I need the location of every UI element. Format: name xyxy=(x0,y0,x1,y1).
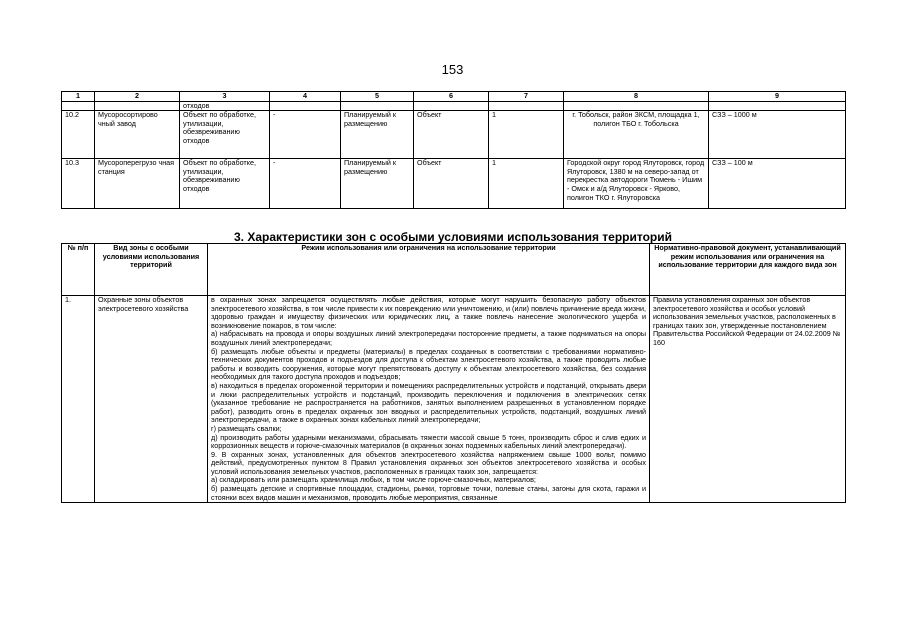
zone-type: Охранные зоны объектов электросетевого хозяйства xyxy=(95,296,208,503)
regime-paragraph: б) размещать детские и спортивные площадки, стадионы, рынки, торговые точки, полевые станы, загоны для скота, гаражи и стоянки всех видов машин и механизмов, проводить любые мероприятия, связанные xyxy=(211,484,646,502)
table-row xyxy=(62,111,846,159)
page-number: 153 xyxy=(441,62,464,77)
col-header: 5 xyxy=(341,92,414,102)
row-number: 10.3 xyxy=(62,159,95,209)
col-header-regime: Режим использования или ограничения на использование территории xyxy=(208,244,650,296)
object-type: Объект xyxy=(414,111,489,159)
table-row xyxy=(62,159,846,209)
col-header: 6 xyxy=(414,92,489,102)
object-location: Городской округ город Ялуторовск, город Ялуторовск, 1380 м на северо-запад от перекрестка автодороги Тюмень - Ишим - Омск и а/д Ялуторовск - Ярково, полигон ТКО г. Ялуторовска xyxy=(564,159,709,209)
col-header-num: № п/п xyxy=(62,244,95,296)
object-type: Объект xyxy=(414,159,489,209)
continuation-cell: отходов xyxy=(180,101,270,111)
object-purpose: Объект по обработке, утилизации, обезвреживанию отходов xyxy=(180,111,270,159)
regime-paragraph: 9. В охранных зонах, установленных для объектов электросетевого хозяйства напряжением свыше 1000 вольт, помимо действий, предусмотренных пунктом 8 Правил установления охранных зон объектов электросетевого хозяйства и особых условий использования земельных участков, расположенных в границах таких зон, запрещается: xyxy=(211,449,646,476)
col4-value: - xyxy=(270,159,341,209)
zones-table xyxy=(61,243,846,503)
object-count: 1 xyxy=(489,159,564,209)
legal-document: Правила установления охранных зон объектов электросетевого хозяйства и особых условий использования земельных участков, расположенных в границах таких зон, утвержденные постановлением Правительства Российской Федерации от 24.02.2009 № 160 xyxy=(650,296,846,503)
row-number: 1. xyxy=(62,296,95,503)
object-count: 1 xyxy=(489,111,564,159)
section-title: 3. Характеристики зон с особыми условиями использования территорий xyxy=(233,230,673,244)
regime-paragraph: д) производить работы ударными механизмами, сбрасывать тяжести массой свыше 5 тонн, производить сброс и слив едких и коррозионных веществ и горюче-смазочных материалов (в охранных зонах подземных кабельных линий электропередачи). xyxy=(211,432,646,451)
object-status: Планируемый к размещению xyxy=(341,111,414,159)
regime-text xyxy=(208,296,650,503)
col-header: 8 xyxy=(564,92,709,102)
regime-paragraph: в охранных зонах запрещается осуществлять любые действия, которые могут нарушить безопасную работу объектов электросетевого хозяйства, в том числе привести к их повреждению или уничтожению, и (или) повлечь причинение вреда жизни, здоровью граждан и имуществу физических или юридических лиц, а также повлечь нанесение экологического ущерба и возникновение пожаров, в том числе: xyxy=(211,295,646,330)
table-row xyxy=(62,296,846,503)
protection-zone: СЗЗ – 100 м xyxy=(709,159,846,209)
object-name: Мусоросортирово чный завод xyxy=(95,111,180,159)
object-status: Планируемый к размещению xyxy=(341,159,414,209)
table-row xyxy=(62,101,846,111)
table-header-row xyxy=(62,92,846,102)
regime-paragraph: а) складировать или размещать хранилища любых, в том числе горюче-смазочных, материалов; xyxy=(211,475,536,485)
col-header: 1 xyxy=(62,92,95,102)
col-header: 3 xyxy=(180,92,270,102)
object-location: г. Тобольск, район ЗКСМ, площадка 1, полигон ТБО г. Тобольска xyxy=(564,111,709,159)
col-header: 2 xyxy=(95,92,180,102)
table-header-row xyxy=(62,244,846,296)
row-number: 10.2 xyxy=(62,111,95,159)
col-header-zone-type: Вид зоны с особыми условиями использования территорий xyxy=(95,244,208,296)
regime-paragraph: г) размещать свалки; xyxy=(211,423,282,433)
col-header: 7 xyxy=(489,92,564,102)
protection-zone: СЗЗ – 1000 м xyxy=(709,111,846,159)
objects-table xyxy=(61,91,846,209)
regime-paragraph: в) находиться в пределах огороженной территории и помещениях распределительных устройств и подстанций, открывать двери и люки распределительных устройств и подстанций, производить переключения и подключения в электрических сетях (указанное требование не распространяется на работников, занятых выполнением разрешенных в установленном порядке работ), разводить огонь в пределах охранных зон вводных и распределительных устройств, подстанций, воздушных линий электропередачи, а также в охранных зонах кабельных линий электропередачи; xyxy=(211,380,646,425)
object-purpose: Объект по обработке, утилизации, обезвреживанию отходов xyxy=(180,159,270,209)
regime-paragraph: б) размещать любые объекты и предметы (материалы) в пределах созданных в соответствии с требованиями нормативно-технических документов проходов и подъездов для доступа к объектам электросетевого хозяйства, а также проводить любые работы и возводить сооружения, которые могут препятствовать доступу к объектам электросетевого хозяйства, без создания необходимых для такого доступа проходов и подъездов; xyxy=(211,346,646,382)
col-header: 9 xyxy=(709,92,846,102)
regime-paragraph: а) набрасывать на провода и опоры воздушных линий электропередачи посторонние предметы, а также подниматься на опоры воздушных линий электропередачи; xyxy=(211,329,646,347)
col-header-document: Нормативно-правовой документ, устанавливающий режим использования или ограничения на использование территории для каждого вида зон xyxy=(650,244,846,296)
col4-value: - xyxy=(270,111,341,159)
object-name: Мусороперегрузо чная станция xyxy=(95,159,180,209)
col-header: 4 xyxy=(270,92,341,102)
